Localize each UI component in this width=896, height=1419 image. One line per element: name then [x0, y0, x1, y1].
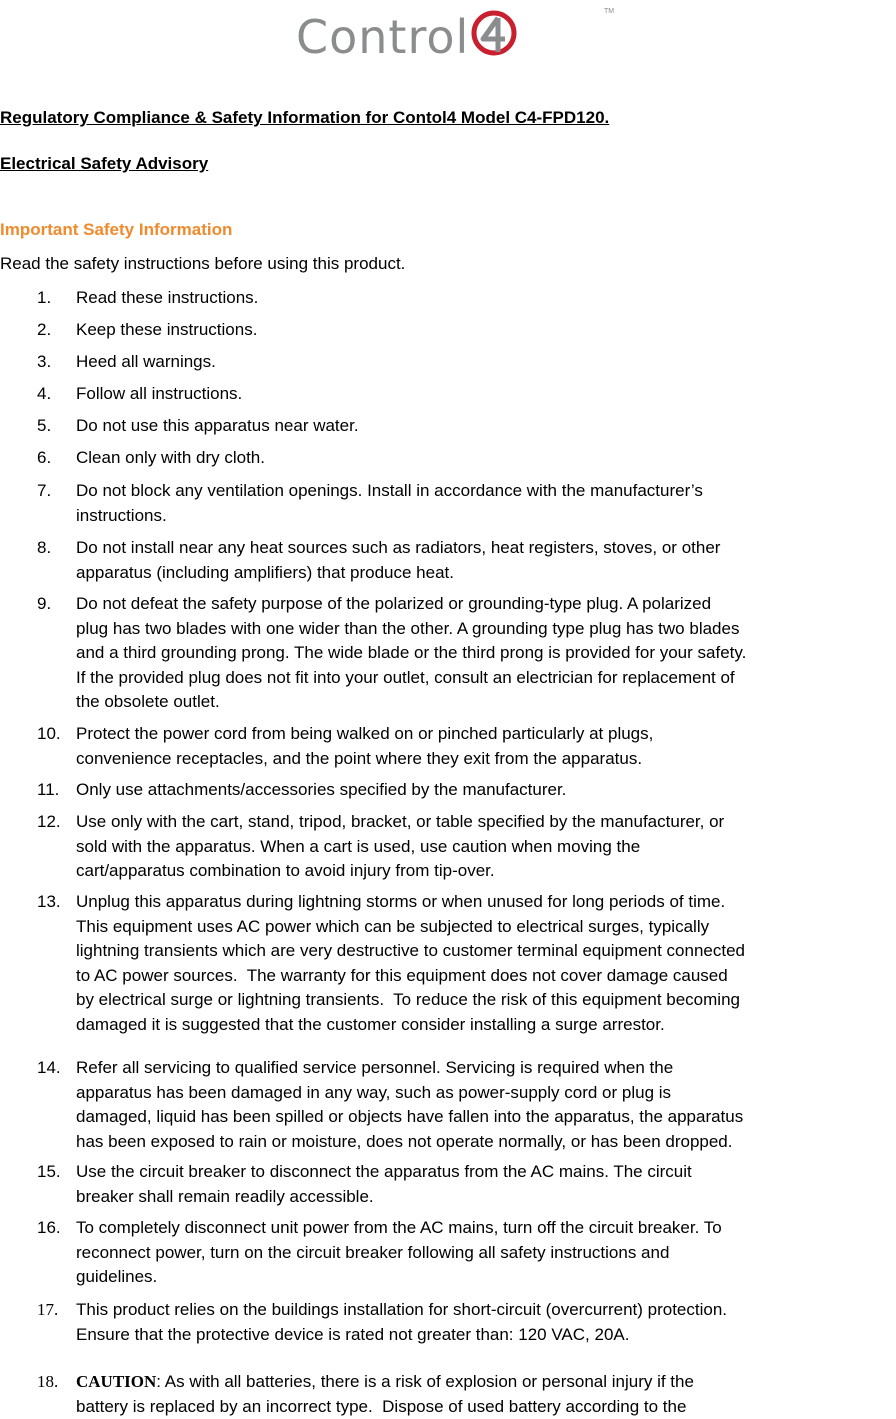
list-item-line: Keep these instructions.	[76, 318, 896, 343]
list-item-number: 5.	[37, 414, 71, 439]
intro-text: Read the safety instructions before using this product.	[0, 254, 405, 274]
list-item-line: has been exposed to rain or moisture, does not operate normally, or has been dropped.	[76, 1130, 896, 1155]
list-item-number: 6.	[37, 446, 71, 471]
list-item-line: apparatus (including amplifiers) that produce heat.	[76, 561, 896, 586]
list-item-line: reconnect power, turn on the circuit breaker following all safety instructions and	[76, 1241, 896, 1266]
logo-trademark: TM	[604, 8, 614, 15]
list-item-line: and a third grounding prong. The wide blade or the third prong is provided for your safety.	[76, 641, 896, 666]
list-item-number: 14.	[37, 1056, 71, 1081]
list-item-line: Do not defeat the safety purpose of the polarized or grounding-type plug. A polarized	[76, 592, 896, 617]
list-item-number: 18.	[37, 1370, 71, 1395]
list-item-text	[76, 810, 896, 884]
list-item-number: 3.	[37, 350, 71, 375]
safety-heading: Important Safety Information	[0, 220, 232, 240]
list-item-number: 1.	[37, 286, 71, 311]
list-item-text	[76, 479, 896, 528]
list-item-line: to AC power sources. The warranty for this equipment does not cover damage caused	[76, 964, 896, 989]
list-item-line: This product relies on the buildings installation for short-circuit (overcurrent) protection.	[76, 1298, 896, 1323]
list-item-line: instructions.	[76, 504, 896, 529]
list-item-number: 9.	[37, 592, 71, 617]
list-item-text	[76, 890, 896, 1037]
list-item-text	[76, 414, 896, 439]
list-item-line: convenience receptacles, and the point where they exit from the apparatus.	[76, 747, 896, 772]
list-item-number: 10.	[37, 722, 71, 747]
list-item-number: 17.	[37, 1298, 71, 1323]
logo-wordmark: Control	[296, 14, 469, 60]
list-item-line: damaged it is suggested that the customer consider installing a surge arrestor.	[76, 1013, 896, 1038]
list-item-line: by electrical surge or lightning transients. To reduce the risk of this equipment becoming	[76, 988, 896, 1013]
list-item-text	[76, 318, 896, 343]
list-item-text	[76, 446, 896, 471]
list-item-line: apparatus has been damaged in any way, such as power-supply cord or plug is	[76, 1081, 896, 1106]
list-item-line: damaged, liquid has been spilled or objects have fallen into the apparatus, the apparatus	[76, 1105, 896, 1130]
list-item-number: 16.	[37, 1216, 71, 1241]
list-item-text	[76, 350, 896, 375]
list-item-line: plug has two blades with one wider than the other. A grounding type plug has two blades	[76, 617, 896, 642]
list-item-text	[76, 722, 896, 771]
list-item-text	[76, 1370, 896, 1419]
list-item-line: Do not use this apparatus near water.	[76, 414, 896, 439]
list-item-line: battery is replaced by an incorrect type. Dispose of used battery according to the	[76, 1395, 896, 1419]
list-item-line: Use the circuit breaker to disconnect the apparatus from the AC mains. The circuit	[76, 1160, 896, 1185]
list-item-number: 8.	[37, 536, 71, 561]
list-item-number: 13.	[37, 890, 71, 915]
list-item-line: If the provided plug does not fit into your outlet, consult an electrician for replacement of	[76, 666, 896, 691]
list-item-line: Use only with the cart, stand, tripod, bracket, or table specified by the manufacturer, or	[76, 810, 896, 835]
list-item-text	[76, 536, 896, 585]
list-item-text	[76, 1216, 896, 1290]
list-item-text	[76, 592, 896, 715]
list-item-line: Do not install near any heat sources such as radiators, heat registers, stoves, or other	[76, 536, 896, 561]
caution-label: CAUTION	[76, 1372, 156, 1391]
list-item-text	[76, 286, 896, 311]
list-item-text	[76, 1298, 896, 1347]
list-item-line: To completely disconnect unit power from the AC mains, turn off the circuit breaker. To	[76, 1216, 896, 1241]
list-item-number: 2.	[37, 318, 71, 343]
list-item-number: 12.	[37, 810, 71, 835]
list-item-text	[76, 1160, 896, 1209]
section-title: Electrical Safety Advisory	[0, 154, 208, 174]
list-item-line: sold with the apparatus. When a cart is used, use caution when moving the	[76, 835, 896, 860]
document-title: Regulatory Compliance & Safety Information for Contol4 Model C4-FPD120.	[0, 108, 609, 128]
list-item-line: lightning transients which are very destructive to customer terminal equipment connected	[76, 939, 896, 964]
list-item-line: Clean only with dry cloth.	[76, 446, 896, 471]
list-item-text	[76, 1056, 896, 1154]
list-item-line: Unplug this apparatus during lightning storms or when unused for long periods of time.	[76, 890, 896, 915]
list-item-number: 11.	[37, 778, 71, 803]
list-item-line: Protect the power cord from being walked on or pinched particularly at plugs,	[76, 722, 896, 747]
list-item-line: Only use attachments/accessories specified by the manufacturer.	[76, 778, 896, 803]
list-item-line: Refer all servicing to qualified service personnel. Servicing is required when the	[76, 1056, 896, 1081]
list-item-number: 15.	[37, 1160, 71, 1185]
list-item-line: Follow all instructions.	[76, 382, 896, 407]
list-item-text	[76, 382, 896, 407]
list-item-line: guidelines.	[76, 1265, 896, 1290]
list-item-line: cart/apparatus combination to avoid injury from tip-over.	[76, 859, 896, 884]
list-item-number: 4.	[37, 382, 71, 407]
control4-logo	[296, 6, 517, 68]
list-item-line: breaker shall remain readily accessible.	[76, 1185, 896, 1210]
list-item-text	[76, 778, 896, 803]
list-item-line: the obsolete outlet.	[76, 690, 896, 715]
logo-4-mark-icon	[471, 8, 517, 63]
caution-text: : As with all batteries, there is a risk of explosion or personal injury if the	[156, 1372, 694, 1391]
list-item-line: Heed all warnings.	[76, 350, 896, 375]
list-item-line: Do not block any ventilation openings. Install in accordance with the manufacturer’s	[76, 479, 896, 504]
list-item-line: Read these instructions.	[76, 286, 896, 311]
list-item-line	[76, 1370, 896, 1395]
list-item-number: 7.	[37, 479, 71, 504]
list-item-line: Ensure that the protective device is rated not greater than: 120 VAC, 20A.	[76, 1323, 896, 1348]
list-item-line: This equipment uses AC power which can be subjected to electrical surges, typically	[76, 915, 896, 940]
